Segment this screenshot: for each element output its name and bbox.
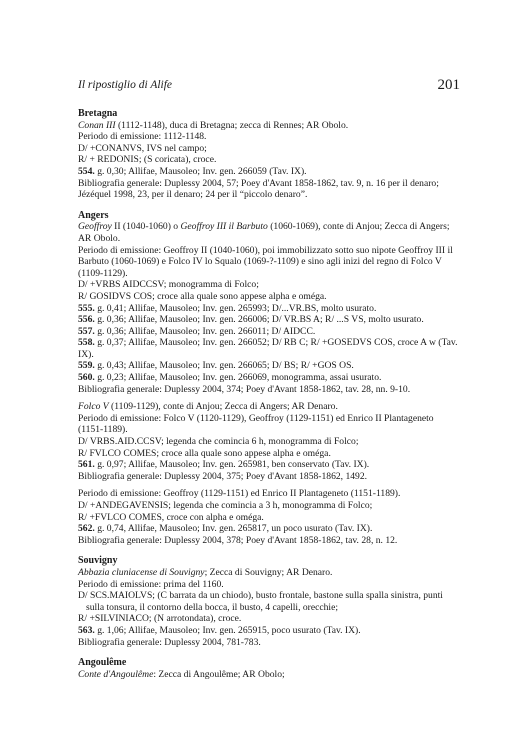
text-run: D/ VRBS.AID.CCSV; legenda che comincia 6 h, monogramma di Folco; [78, 436, 359, 448]
text-run: Geoffroy [78, 221, 112, 233]
entry-line [78, 613, 459, 625]
text-run: g. 0,36; Allifae, Mausoleo; Inv. gen. 266011; D/ AIDCC. [94, 325, 316, 337]
entry-line [78, 166, 459, 178]
entry-line [78, 384, 459, 396]
entry-line [78, 436, 459, 448]
section-title: Bretagna [78, 108, 118, 119]
entry-line [78, 625, 459, 637]
text-run: g. 1,06; Allifae, Mausoleo; Inv. gen. 265915, poco usurato (Tav. IX). [94, 624, 361, 636]
catalogue-entry [78, 221, 459, 395]
text-run: Conan III [78, 119, 116, 131]
text-run: g. 0,97; Allifae, Mausoleo; Inv. gen. 265981, ben conservato (Tav. IX). [94, 459, 370, 471]
entry-line [78, 245, 459, 280]
catalogue-entry [78, 488, 459, 546]
entry-line [78, 637, 459, 649]
entry-line [78, 459, 459, 471]
text-run: (1060-1069), conte di Anjou; Zecca di Angers; AR Obolo. [78, 221, 450, 244]
text-run: D/ +CONANVS, IVS nel campo; [78, 142, 207, 154]
text-run: 558. [78, 337, 95, 349]
entry-line [78, 523, 459, 535]
text-run: ; Zecca di Souvigny; AR Denaro. [204, 566, 333, 578]
catalogue-entry [78, 401, 459, 482]
entry-line [78, 471, 459, 483]
text-run: Bibliografia generale: Duplessy 2004, 57; Poey d'Avant 1858-1862, tav. 9, n. 16 per il denaro; Jézéquel 1998, 23, per il denaro; 24 per il “piccolo denaro”. [78, 177, 439, 201]
catalogue-entry [78, 120, 459, 201]
entry-line [78, 120, 459, 132]
text-run: 559. [78, 360, 95, 372]
entry-line [78, 372, 459, 384]
catalogue-section [78, 555, 459, 648]
entry-line [78, 360, 459, 372]
entry-line [78, 314, 459, 326]
page-header [78, 77, 460, 97]
entry-line [78, 512, 459, 524]
text-run: Periodo di emissione: prima del 1160. [78, 578, 224, 590]
text-run: : Zecca di Angoulême; AR Obolo; [153, 668, 285, 680]
entry-line [78, 535, 459, 547]
entry-line [78, 178, 459, 201]
entry-line [78, 448, 459, 460]
running-title: Il ripostiglio di Alife [78, 79, 173, 91]
catalogue-section [78, 657, 459, 680]
section-title: Souvigny [78, 555, 118, 567]
section-title: Angers [78, 209, 109, 221]
entry-line [78, 590, 459, 613]
entry-line [78, 291, 459, 303]
entry-line [78, 488, 459, 500]
entry-line [78, 567, 459, 579]
text-run: g. 0,74, Allifae, Mausoleo; Inv. gen. 265817, un poco usurato (Tav. IX). [94, 523, 373, 535]
text-run: R/ +SILVINIACO; (N arrotondata), croce. [78, 613, 242, 625]
text-run: Periodo di emissione: 1112-1148. [78, 131, 207, 143]
text-run: Bibliografia generale: Duplessy 2004, 781-783. [78, 636, 261, 648]
text-run: 557. [78, 325, 95, 337]
text-run: 560. [78, 372, 95, 384]
entry-line [78, 326, 459, 338]
text-run: R/ + REDONIS; (S coricata), croce. [78, 154, 217, 166]
text-run: 561. [78, 459, 95, 471]
text-run: D/ SCS.MAIOLVS; (C barrata da un chiodo), busto frontale, bastone sulla spalla sinistra, punti sulla tonsura, il contorno della bocca, il busto, 4 capelli, orecchie; [78, 590, 443, 613]
text-run: Abbazia cluniacense di Souvigny [78, 566, 205, 578]
page-number: 201 [437, 77, 460, 93]
entry-line [78, 401, 459, 413]
text-run: Bibliografia generale: Duplessy 2004, 375; Poey d'Avant 1858-1862, 1492. [78, 470, 368, 482]
catalogue-section [78, 108, 459, 201]
entry-line [78, 579, 459, 591]
text-run: Bibliografia generale: Duplessy 2004, 378; Poey d'Avant 1858-1862, tav. 28, n. 12. [78, 534, 398, 546]
text-run: 556. [78, 314, 95, 326]
text-run: 555. [78, 302, 95, 314]
text-run: g. 0,41; Allifae, Mausoleo; Inv. gen. 265993; D/...VR.BS, molto usurato. [94, 302, 377, 314]
text-run: g. 0,30; Allifae, Mausoleo; Inv. gen. 266059 (Tav. IX). [94, 165, 307, 177]
catalogue-entry [78, 567, 459, 648]
text-run: Conte d'Angoulême [78, 668, 154, 680]
text-run: Periodo di emissione: Folco V (1120-1129), Geoffroy (1129-1151) ed Enrico II Plantageneto (1151-1189). [78, 412, 434, 436]
section-title: Angoulême [78, 657, 127, 669]
text-run: Periodo di emissione: Geoffroy II (1040-1060), poi immobilizzato sotto suo nipote Geoffroy III il Barbuto (1060-1069) e Folco IV lo Squalo (1069-?-1109) e sino agli inizi del regno di Folco V (1109-1129). [78, 244, 453, 279]
text-run: R/ +FVLCO COMES, croce con alpha e oméga. [78, 511, 264, 523]
text-run: D/ +VRBS AIDCCSV; monogramma di Folco; [78, 279, 259, 291]
text-run: 563. [78, 624, 95, 636]
entry-line [78, 669, 459, 681]
text-run: R/ FVLCO COMES; croce alla quale sono appese alpha e oméga. [78, 447, 331, 459]
text-run: (1109-1129), conte di Anjou; Zecca di Angers; AR Denaro. [108, 401, 338, 413]
text-run: Periodo di emissione: Geoffroy (1129-1151) ed Enrico II Plantageneto (1151-1189). [78, 488, 401, 500]
entry-line [78, 279, 459, 291]
text-run: Bibliografia generale: Duplessy 2004, 374; Poey d'Avant 1858-1862, tav. 28, nn. 9-10. [78, 383, 411, 395]
text-run: II (1040-1060) o [111, 221, 181, 233]
entry-line [78, 154, 459, 166]
text-run: 562. [78, 523, 95, 535]
entry-line [78, 413, 459, 436]
entry-line [78, 221, 459, 244]
catalogue-body [78, 108, 459, 689]
text-run: Geoffroy III il Barbuto [180, 221, 268, 233]
text-run: Folco V [78, 401, 109, 413]
entry-line [78, 303, 459, 315]
entry-line [78, 143, 459, 155]
entry-line [78, 337, 459, 360]
text-run: g. 0,36; Allifae, Mausoleo; Inv. gen. 266006; D/ VR.BS A; R/ ...S VS, molto usurato. [94, 314, 424, 326]
text-run: 554. [78, 165, 95, 177]
catalogue-entry [78, 669, 459, 681]
text-run: (1112-1148), duca di Bretagna; zecca di Rennes; AR Obolo. [115, 119, 349, 131]
catalogue-section [78, 210, 459, 547]
text-run: g. 0,43; Allifae, Mausoleo; Inv. gen. 266065; D/ BS; R/ +GOS OS. [94, 360, 354, 372]
text-run: g. 0,23; Allifae, Mausoleo; Inv. gen. 266069, monogramma, assai usurato. [94, 372, 382, 384]
text-run: g. 0,37; Allifae, Mausoleo; Inv. gen. 266052; D/ RB C; R/ +GOSEDVS COS, croce A w (Tav. IX). [78, 337, 458, 360]
text-run: D/ +ANDEGAVENSIS; legenda che comincia a 3 h, monogramma di Folco; [78, 500, 373, 511]
entry-line [78, 500, 459, 512]
text-run: R/ GOSIDVS COS; croce alla quale sono appese alpha e oméga. [78, 290, 327, 302]
entry-line [78, 131, 459, 143]
